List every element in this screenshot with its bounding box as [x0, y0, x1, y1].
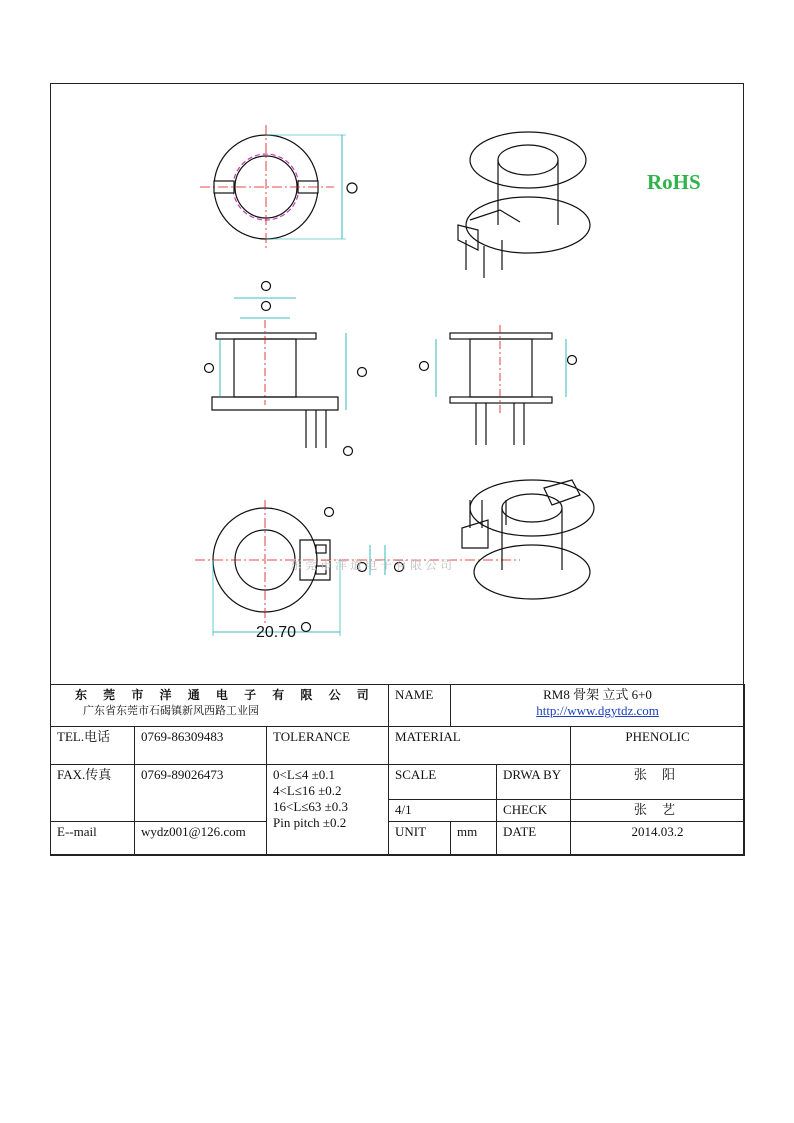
watermark: 东莞市洋道电子有限公司	[290, 558, 456, 572]
email-value: wydz001@126.com	[135, 822, 267, 856]
isometric-view-bottom	[462, 480, 594, 599]
tolerance-range-1: 0<L≤4 ±0.1	[273, 767, 336, 782]
isometric-view-top	[458, 132, 590, 278]
unit-label: UNIT	[389, 822, 451, 856]
name-label: NAME	[389, 685, 451, 727]
check-value: 张 艺	[571, 800, 745, 822]
email-label: E--mail	[51, 822, 135, 856]
fax-label: FAX.传真	[51, 765, 135, 822]
material-value: PHENOLIC	[571, 727, 745, 765]
tolerance-range-2: 4<L≤16 ±0.2	[273, 783, 342, 798]
dimension-overall-width: 20.70	[256, 624, 297, 641]
tolerance-label: TOLERANCE	[267, 727, 389, 765]
fax-value: 0769-89026473	[135, 765, 267, 822]
date-value: 2014.03.2	[571, 822, 745, 856]
tolerance-list	[267, 765, 389, 856]
tel-label: TEL.电话	[51, 727, 135, 765]
material-label: MATERIAL	[389, 727, 571, 765]
part-name: RM8 骨架 立式 6+0	[543, 687, 652, 702]
top-view	[200, 125, 357, 250]
name-cell	[451, 685, 745, 727]
date-label: DATE	[497, 822, 571, 856]
scale-label: SCALE	[389, 765, 497, 800]
tolerance-range-3: 16<L≤63 ±0.3	[273, 799, 349, 814]
drawn-by-label: DRWA BY	[497, 765, 571, 800]
website-link[interactable]: http://www.dgytdz.com	[536, 703, 659, 718]
side-view	[420, 325, 577, 445]
rohs-mark: RoHS	[647, 170, 701, 194]
company-name: 东 莞 市 洋 通 电 子 有 限 公 司	[75, 688, 375, 702]
unit-value: mm	[451, 822, 497, 856]
drawn-by-value: 张 阳	[571, 765, 745, 800]
tel-value: 0769-86309483	[135, 727, 267, 765]
company-cell	[51, 685, 389, 727]
title-block	[50, 684, 745, 856]
scale-value: 4/1	[389, 800, 497, 822]
tolerance-pin-pitch: Pin pitch ±0.2	[273, 815, 347, 830]
front-view	[205, 282, 367, 456]
check-label: CHECK	[497, 800, 571, 822]
company-address: 广东省东莞市石碣镇新风西路工业园	[83, 704, 259, 717]
